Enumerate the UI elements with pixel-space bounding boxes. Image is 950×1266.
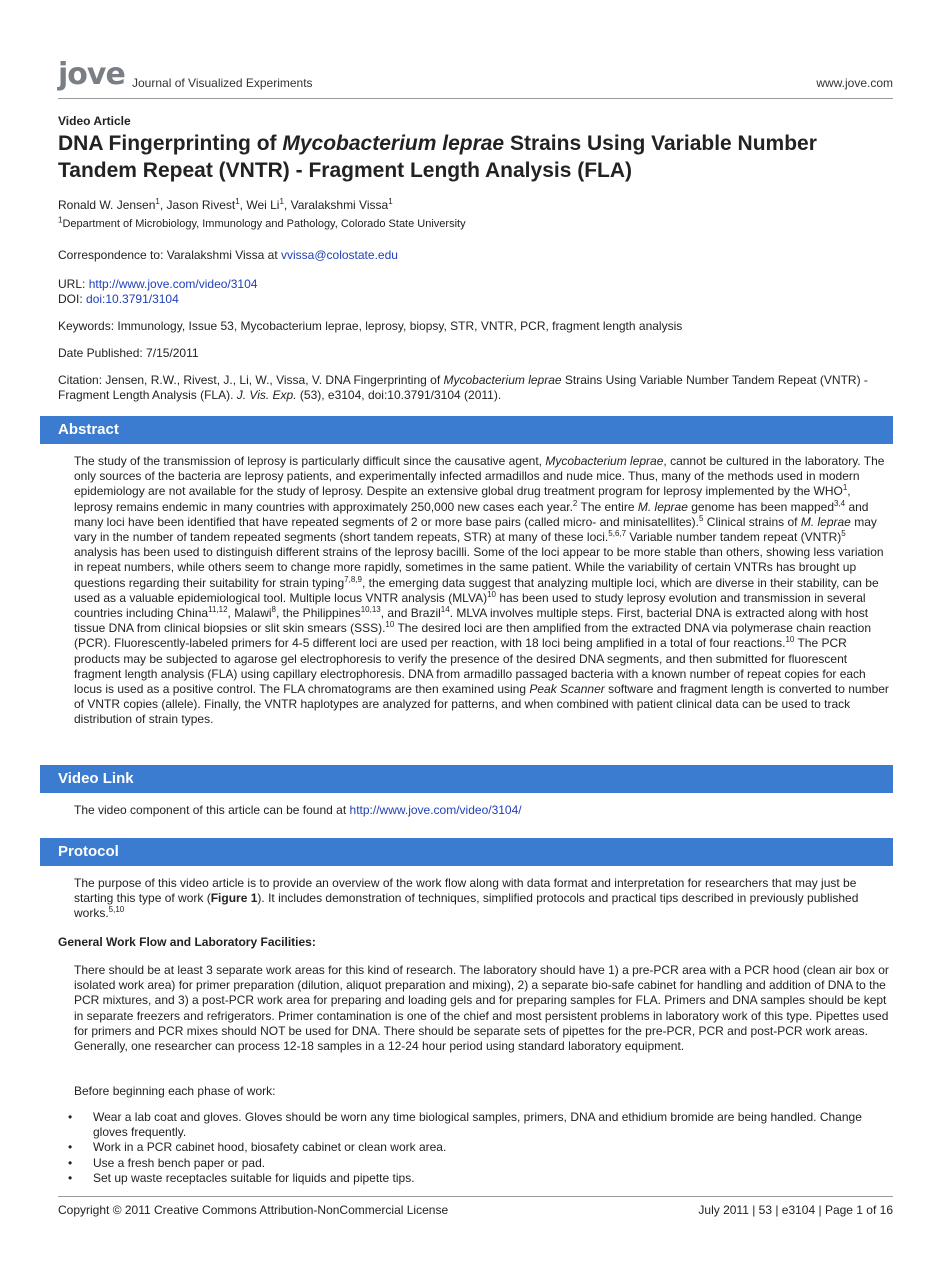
before-beginning-text: Before beginning each phase of work: bbox=[74, 1084, 276, 1098]
author: Varalakshmi Vissa bbox=[290, 198, 389, 212]
page-header bbox=[58, 57, 893, 100]
figure-reference: Figure 1 bbox=[210, 891, 258, 906]
subheading-workflow: General Work Flow and Laboratory Facilities: bbox=[58, 935, 316, 949]
list-item: • Use a fresh bench paper or pad. bbox=[68, 1155, 266, 1170]
workflow-text: There should be at least 3 separate work areas for this kind of research. The laboratory should have 1) a pre-PCR area with a PCR hood (clean air box or isolated work area) for primer preparation (dilution, aliquot preparation and mixing), 2) a separate bio-safe cabinet for handling and addition of DNA to the PCR mixtures, and 3) a post-PCR work area for preparing and loading gels and for preparing samples for FLA. Primers and DNA samples should be kept in separate freezers and refrigerators. Primer contamination is one of the chief and most persistent problems in laboratory work of this type. Pipettes used for primers and PCR mixes should NOT be used for DNA. There should be separate sets of pipettes for the pre-PCR, PCR and post-PCR work areas. Generally, one researcher can process 12-18 samples in a 12-24 hour period using standard laboratory equipment. bbox=[74, 963, 889, 1054]
article-type: Video Article bbox=[58, 114, 131, 128]
affiliation: $^1$Department of Microbiology, Immunology and Pathology, Colorado State University bbox=[58, 215, 466, 230]
bullet-icon: • bbox=[68, 1155, 73, 1170]
url-doi-block: URL: http://www.jove.com/video/3104 DOI: doi:10.3791/3104 bbox=[58, 277, 258, 306]
site-url[interactable]: www.jove.com bbox=[816, 76, 893, 90]
video-link[interactable]: http://www.jove.com/video/3104/ bbox=[349, 803, 522, 817]
author: Wei Li bbox=[246, 198, 280, 212]
abstract-text: The study of the transmission of leprosy is particularly difficult since the causative agent, Mycobacterium leprae, cannot be cultured in the laboratory. The only sources of the bacteria are leprosy patients, and experimentally infected armadillos and nude mice. Thus, many of the methods used in modern epidemiology are not available for the study of leprosy. Despite an extensive global drug treatment program for leprosy implemented by the WHO$^1$, leprosy remains endemic in many countries with approximately 250,000 new cases each year.$^2$ The entire M. leprae genome has been mapped$^{3,4}$ and many loci have been identified that have repeated segments of 2 or more base pairs (called micro- and minisatellites).$^5$ Clinical strains of M. leprae may vary in the number of tandem repeated segments (short tandem repeats, STR) at many of these loci.$^{5,6,7}$ Variable number tandem repeat (VNTR)$^5$ analysis has been used to distinguish different strains of the leprosy bacilli. Some of the loci appear to be more stable than others, showing less variation in repeat numbers, while others seem to change more rapidly, sometimes in the same patient. While the variability of certain VNTRs has brought up questions regarding their suitability for strain typing$^{7,8,9}$, the emerging data suggest that analyzing multiple loci, which are diverse in their stability, can be used as a valuable epidemiological tool. Multiple locus VNTR analysis (MLVA)$^{10}$ has been used to study leprosy evolution and transmission in several countries including China$^{11,12}$, Malawi$^8$, the Philippines$^{10,13}$, and Brazil$^{14}$. MLVA involves multiple steps. First, bacterial DNA is extracted along with host tissue DNA from clinical biopsies or slit skin smears (SSS).$^{10}$ The desired loci are then amplified from the extracted DNA via polymerase chain reaction (PCR). Fluorescently-labeled primers for 4-5 different loci are used per reaction, with 18 loci being amplified in a total of four reactions.$^{10}$ The PCR products may be subjected to agarose gel electrophoresis to verify the presence of the desired DNA segments, and then submitted for fluorescent fragment length analysis (FLA) using capillary electrophoresis. DNA from armadillo passaged bacteria with a known number of repeat copies for each locus is used as a positive control. The FLA chromatograms are then examined using Peak Scanner software and fragment length is converted to number of VNTR copies (allele). Finally, the VNTR haplotypes are analyzed for patterns, and when combined with patient clinical data can be used to track distribution of strain types. bbox=[74, 454, 889, 727]
author-list: Ronald W. Jensen$^1$, Jason Rivest$^1$, Wei Li$^1$, Varalakshmi Vissa$^1$ bbox=[58, 197, 393, 212]
keywords: Keywords: Immunology, Issue 53, Mycobacterium leprae, leprosy, biopsy, STR, VNTR, PCR, fragment length analysis bbox=[58, 319, 683, 333]
list-item: • Set up waste receptacles suitable for liquids and pipette tips. bbox=[68, 1170, 415, 1185]
front-matter bbox=[58, 114, 893, 403]
list-item: • Wear a lab coat and gloves. Gloves should be worn any time biological samples, primers, DNA and ethidium bromide are being handled. Change gloves frequently. bbox=[68, 1110, 862, 1140]
protocol-intro: The purpose of this video article is to provide an overview of the work flow along with data format and interpretation for researchers that may just be starting this type of work (Figure 1). It includes demonstration of techniques, simplified protocols and practical tips described in previously published works.$^{5,10}$ bbox=[74, 876, 859, 921]
correspondence: Correspondence to: Varalakshmi Vissa at vvissa@colostate.edu bbox=[58, 248, 398, 262]
header-divider bbox=[58, 98, 893, 99]
journal-name: Journal of Visualized Experiments bbox=[132, 76, 313, 90]
section-header-abstract: Abstract bbox=[40, 416, 893, 444]
correspondence-email-link[interactable]: vvissa@colostate.edu bbox=[281, 248, 398, 262]
footer-divider bbox=[58, 1196, 893, 1197]
copyright-notice: Copyright © 2011 Creative Commons Attribution-NonCommercial License bbox=[58, 1203, 449, 1217]
bullet-icon: • bbox=[68, 1140, 73, 1155]
precautions-list bbox=[58, 1110, 893, 1186]
date-published: Date Published: 7/15/2011 bbox=[58, 346, 199, 360]
article-title: DNA Fingerprinting of Mycobacterium leprae Strains Using Variable Number Tandem Repeat (VNTR) - Fragment Length Analysis (FLA) bbox=[58, 132, 817, 182]
list-item: • Work in a PCR cabinet hood, biosafety cabinet or clean work area. bbox=[68, 1140, 447, 1155]
section-header-video-link: Video Link bbox=[40, 765, 893, 793]
doi-link[interactable]: doi:10.3791/3104 bbox=[86, 292, 179, 306]
author: Ronald W. Jensen bbox=[58, 198, 156, 212]
section-header-protocol: Protocol bbox=[40, 838, 893, 866]
jove-logo: jove bbox=[58, 57, 125, 92]
page-info: July 2011 | 53 | e3104 | Page 1 of 16 bbox=[698, 1203, 893, 1217]
citation: Citation: Jensen, R.W., Rivest, J., Li, W., Vissa, V. DNA Fingerprinting of Mycobacterium leprae Strains Using Variable Number Tandem Repeat (VNTR) - Fragment Length Analysis (FLA). J. Vis. Exp. (53), e3104, doi:10.3791/3104 (2011). bbox=[58, 373, 868, 402]
bullet-icon: • bbox=[68, 1170, 73, 1185]
author: Jason Rivest bbox=[166, 198, 236, 212]
article-url-link[interactable]: http://www.jove.com/video/3104 bbox=[88, 277, 258, 291]
bullet-icon: • bbox=[68, 1110, 73, 1124]
video-link-text: The video component of this article can be found at http://www.jove.com/video/3104/ bbox=[74, 803, 522, 817]
